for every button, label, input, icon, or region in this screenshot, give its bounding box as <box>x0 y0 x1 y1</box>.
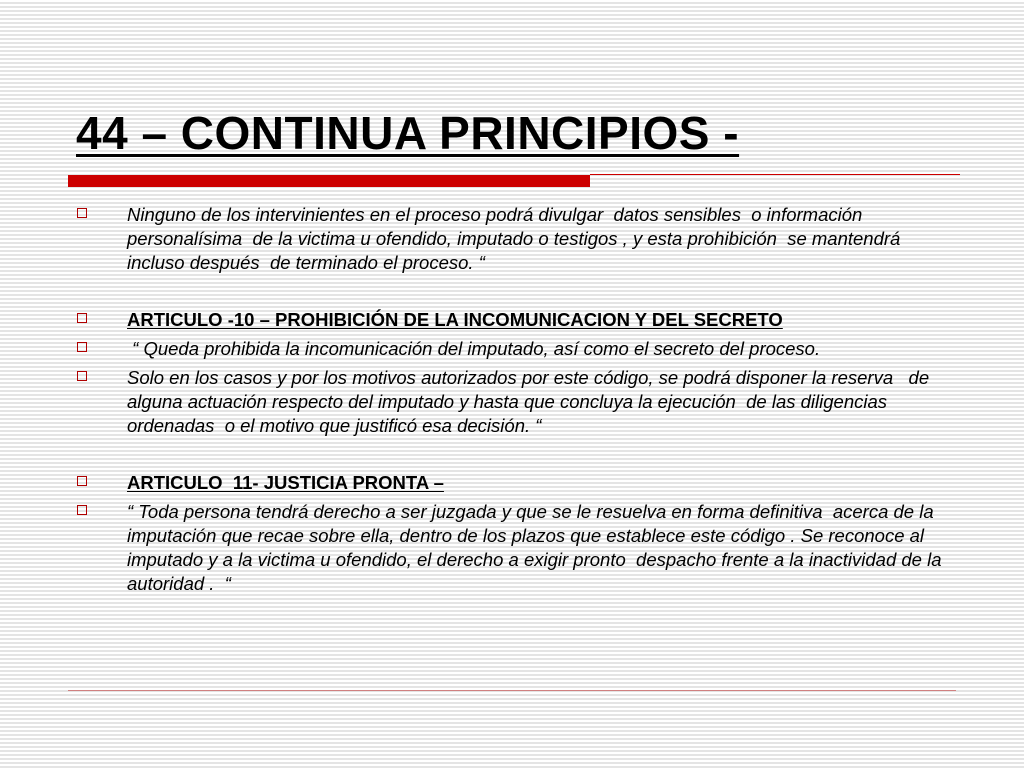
square-outline-bullet-icon <box>77 371 87 381</box>
bullet-item-article-10-heading <box>76 308 956 332</box>
bullet-item-confidentiality <box>76 203 956 276</box>
bullet-item-article-10-reserve <box>76 366 956 439</box>
bullet-text: Solo en los casos y por los motivos autorizados por este código, se podrá disponer la reserva de alguna actuación respecto del imputado y hasta que concluya la ejecución de las diligencias ordenadas o el motivo que justificó esa decisión. “ <box>127 367 935 437</box>
square-outline-bullet-icon <box>77 476 87 486</box>
square-outline-bullet-icon <box>77 505 87 515</box>
article-heading: ARTICULO 11- JUSTICIA PRONTA – <box>127 471 444 493</box>
slide-title: 44 – CONTINUA PRINCIPIOS - <box>76 107 740 159</box>
footer-divider <box>68 690 956 691</box>
bullet-item-article-11-quote <box>76 500 956 597</box>
bullet-item-article-10-quote <box>76 337 956 361</box>
bullet-text: “ Toda persona tendrá derecho a ser juzgada y que se le resuelva en forma definitiva acerca de la imputación que recae sobre ella, dentro de los plazos que establece este código . Se reconoce al imputado y a la victima u ofendido, el derecho a exigir pronto despacho frente a la inactividad de la autoridad . “ <box>127 500 947 595</box>
bullet-item-article-11-heading <box>76 471 956 495</box>
square-outline-bullet-icon <box>77 313 87 323</box>
title-accent-bar <box>68 175 590 187</box>
bullet-list <box>76 203 956 597</box>
square-outline-bullet-icon <box>77 208 87 218</box>
article-heading: ARTICULO -10 – PROHIBICIÓN DE LA INCOMUNICACION Y DEL SECRETO <box>127 308 783 330</box>
bullet-text: Ninguno de los intervinientes en el proceso podrá divulgar datos sensibles o información personalísima de la victima u ofendido, imputado o testigos , y esta prohibición se mantendrá incluso después de terminado el proceso. “ <box>127 204 906 274</box>
square-outline-bullet-icon <box>77 342 87 352</box>
bullet-text: “ Queda prohibida la incomunicación del imputado, así como el secreto del proceso. <box>127 337 821 359</box>
title-accent-line <box>590 174 960 175</box>
